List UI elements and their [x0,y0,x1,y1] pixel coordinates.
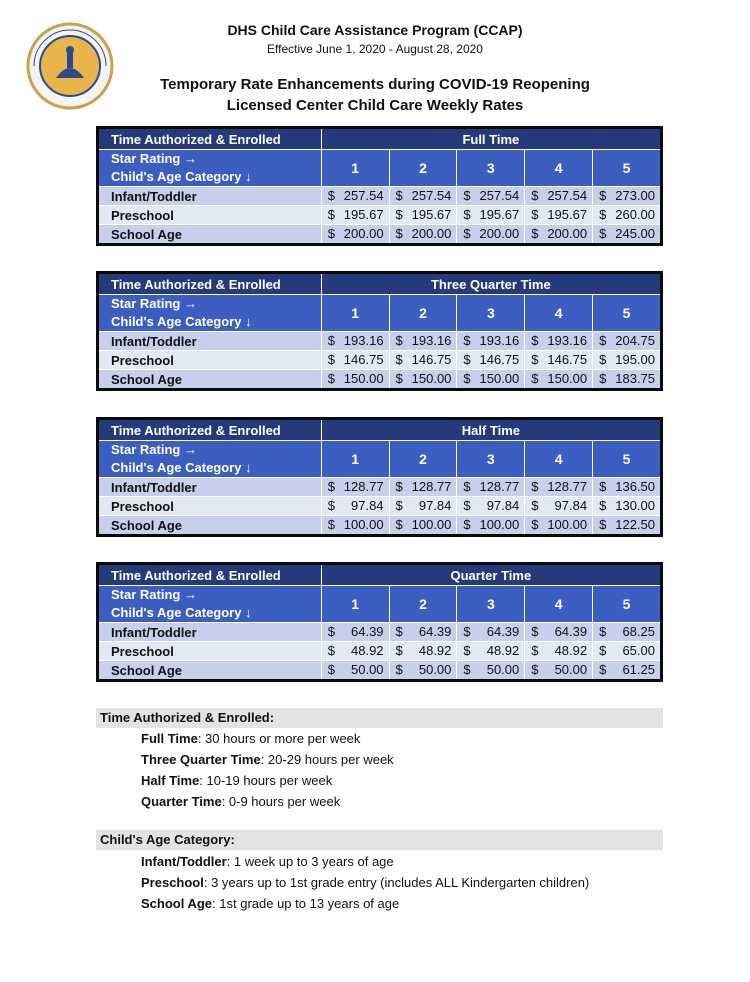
rate-value: 100.00 [479,517,520,532]
age-category-school-age: School Age [98,516,322,536]
rate-cell [457,661,525,681]
star-rating-1: 1 [321,586,389,623]
rate-cell [389,516,457,536]
star-rating-5: 5 [593,150,662,187]
rate-value: 195.67 [479,207,520,222]
currency-symbol: $ [327,188,335,203]
rate-value: 193.16 [343,333,384,348]
currency-symbol: $ [531,479,539,494]
rate-cell [457,623,525,642]
currency-symbol: $ [395,333,403,348]
rate-value: 257.54 [411,188,452,203]
rate-value: 100.00 [547,517,588,532]
rate-value: 64.39 [554,624,588,639]
age-definitions-heading: Child's Age Category: [96,830,663,850]
currency-symbol: $ [531,662,539,677]
currency-symbol: $ [327,333,335,348]
rate-cell [593,623,662,642]
currency-symbol: $ [327,371,335,386]
age-category-school-age: School Age [98,661,322,681]
rate-table-half-time [96,417,663,537]
currency-symbol: $ [531,643,539,658]
rate-cell [457,370,525,390]
rate-value: 183.75 [615,371,655,386]
currency-symbol: $ [327,624,335,639]
rate-cell [321,351,389,370]
star-rating-3: 3 [457,150,525,187]
rate-value: 48.92 [486,643,520,658]
rate-value: 193.16 [411,333,452,348]
star-rating-1: 1 [321,441,389,478]
rate-value: 100.00 [343,517,384,532]
currency-symbol: $ [531,371,539,386]
currency-symbol: $ [463,371,471,386]
star-rating-5: 5 [593,295,662,332]
def-preschool: Preschool: 3 years up to 1st grade entry (includes ALL Kindergarten children) [141,875,590,890]
age-category-infant-toddler: Infant/Toddler [98,623,322,642]
table-row [98,332,662,351]
currency-symbol: $ [599,479,607,494]
star-rating-1: 1 [321,150,389,187]
rate-cell [457,206,525,225]
rate-value: 146.75 [547,352,588,367]
star-rating-3: 3 [457,586,525,623]
currency-symbol: $ [531,207,539,222]
currency-symbol: $ [599,662,607,677]
rate-value: 200.00 [343,226,384,241]
age-category-label: Child's Age Category ↓ [111,460,252,475]
rate-cell [389,332,457,351]
currency-symbol: $ [463,207,471,222]
rate-cell [525,661,593,681]
currency-symbol: $ [327,352,335,367]
table-title: Full Time [321,128,661,150]
star-rating-5: 5 [593,586,662,623]
rate-value: 200.00 [411,226,452,241]
currency-symbol: $ [395,188,403,203]
currency-symbol: $ [463,662,471,677]
currency-symbol: $ [395,479,403,494]
rate-cell [593,206,662,225]
currency-symbol: $ [327,226,335,241]
def-school-age: School Age: 1st grade up to 13 years of age [141,896,400,911]
currency-symbol: $ [327,662,335,677]
table-row [98,187,662,206]
currency-symbol: $ [531,333,539,348]
rate-cell [389,370,457,390]
currency-symbol: $ [395,226,403,241]
age-category-school-age: School Age [98,370,322,390]
rate-value: 65.00 [622,643,655,658]
rate-value: 193.16 [547,333,588,348]
rate-cell [321,187,389,206]
currency-symbol: $ [599,643,607,658]
currency-symbol: $ [531,226,539,241]
currency-symbol: $ [395,517,403,532]
age-category-infant-toddler: Infant/Toddler [98,478,322,497]
rate-value: 64.39 [351,624,384,639]
rate-cell [593,351,662,370]
rate-value: 195.00 [615,352,655,367]
currency-symbol: $ [327,643,335,658]
rate-value: 260.00 [615,207,655,222]
rate-value: 150.00 [479,371,520,386]
rate-value: 97.84 [351,498,384,513]
rate-table-three-quarter-time [96,271,663,391]
star-age-header [98,295,322,332]
currency-symbol: $ [395,371,403,386]
rate-value: 50.00 [418,662,452,677]
currency-symbol: $ [327,207,335,222]
rate-value: 146.75 [411,352,452,367]
table-row [98,478,662,497]
time-authorized-label: Time Authorized & Enrolled [98,564,322,586]
table-title: Three Quarter Time [321,273,661,295]
rate-value: 257.54 [547,188,588,203]
rate-cell [321,370,389,390]
rate-value: 136.50 [615,479,655,494]
table-title: Half Time [321,419,661,441]
currency-symbol: $ [599,517,607,532]
rate-cell [457,351,525,370]
time-definitions-heading: Time Authorized & Enrolled: [96,708,663,728]
age-category-preschool: Preschool [98,351,322,370]
currency-symbol: $ [395,498,403,513]
rate-cell [593,370,662,390]
rate-cell [321,206,389,225]
rate-value: 48.92 [554,643,588,658]
table-title: Quarter Time [321,564,661,586]
rate-value: 128.77 [411,479,452,494]
rate-cell [457,187,525,206]
rate-cell [593,478,662,497]
currency-symbol: $ [463,517,471,532]
currency-symbol: $ [531,624,539,639]
age-category-preschool: Preschool [98,206,322,225]
rate-value: 273.00 [615,188,655,203]
currency-symbol: $ [395,624,403,639]
currency-symbol: $ [599,226,607,241]
table-row [98,642,662,661]
star-rating-2: 2 [389,586,457,623]
rate-cell [321,516,389,536]
star-rating-4: 4 [525,295,593,332]
rate-value: 64.39 [486,624,520,639]
currency-symbol: $ [395,643,403,658]
rate-cell [525,497,593,516]
rate-value: 150.00 [343,371,384,386]
rate-cell [389,623,457,642]
rate-value: 195.67 [343,207,384,222]
rate-value: 193.16 [479,333,520,348]
table-row [98,497,662,516]
currency-symbol: $ [463,188,471,203]
currency-symbol: $ [327,479,335,494]
star-rating-2: 2 [389,150,457,187]
currency-symbol: $ [599,207,607,222]
def-quarter-time: Quarter Time: 0-9 hours per week [141,794,341,809]
rate-cell [389,351,457,370]
rate-value: 50.00 [486,662,520,677]
star-rating-4: 4 [525,441,593,478]
doc-title-line1: Temporary Rate Enhancements during COVID-19 Reopening [160,76,590,93]
currency-symbol: $ [599,624,607,639]
table-row [98,661,662,681]
age-category-infant-toddler: Infant/Toddler [98,332,322,351]
rate-value: 150.00 [411,371,452,386]
star-age-header [98,441,322,478]
rate-value: 50.00 [554,662,588,677]
table-row [98,351,662,370]
rate-cell [457,497,525,516]
rate-value: 64.39 [418,624,452,639]
rate-value: 128.77 [547,479,588,494]
age-category-preschool: Preschool [98,497,322,516]
currency-symbol: $ [463,624,471,639]
table-row [98,623,662,642]
rate-cell [593,187,662,206]
rate-cell [389,225,457,245]
table-row [98,225,662,245]
star-rating-2: 2 [389,441,457,478]
star-rating-label: Star Rating → [111,442,197,457]
rate-cell [525,206,593,225]
currency-symbol: $ [327,517,335,532]
time-authorized-label: Time Authorized & Enrolled [98,128,322,150]
rate-value: 195.67 [547,207,588,222]
currency-symbol: $ [463,333,471,348]
rate-cell [389,497,457,516]
rate-value: 200.00 [479,226,520,241]
star-rating-label: Star Rating → [111,296,197,311]
star-rating-3: 3 [457,441,525,478]
currency-symbol: $ [463,498,471,513]
rate-cell [525,370,593,390]
rate-cell [321,623,389,642]
rate-cell [321,225,389,245]
rate-cell [593,332,662,351]
age-category-label: Child's Age Category ↓ [111,605,252,620]
rate-value: 48.92 [351,643,384,658]
rate-cell [457,478,525,497]
rate-cell [525,516,593,536]
rate-cell [525,642,593,661]
star-rating-5: 5 [593,441,662,478]
star-rating-2: 2 [389,295,457,332]
rate-cell [525,351,593,370]
rate-value: 146.75 [343,352,384,367]
table-row [98,516,662,536]
star-rating-3: 3 [457,295,525,332]
rate-value: 97.84 [486,498,520,513]
rate-cell [525,332,593,351]
rate-cell [321,478,389,497]
effective-dates: Effective June 1, 2020 - August 28, 2020 [267,42,483,56]
currency-symbol: $ [599,188,607,203]
rate-cell [321,332,389,351]
age-category-infant-toddler: Infant/Toddler [98,187,322,206]
rate-value: 150.00 [547,371,588,386]
currency-symbol: $ [327,498,335,513]
rate-value: 204.75 [615,333,655,348]
rate-value: 100.00 [411,517,452,532]
age-category-school-age: School Age [98,225,322,245]
currency-symbol: $ [395,207,403,222]
star-age-header [98,586,322,623]
currency-symbol: $ [531,188,539,203]
rate-cell [525,187,593,206]
rate-cell [321,661,389,681]
rate-value: 68.25 [622,624,655,639]
currency-symbol: $ [531,352,539,367]
currency-symbol: $ [463,479,471,494]
rate-value: 146.75 [479,352,520,367]
rate-cell [525,478,593,497]
star-rating-4: 4 [525,586,593,623]
rate-cell [321,497,389,516]
star-rating-1: 1 [321,295,389,332]
star-rating-label: Star Rating → [111,151,197,166]
currency-symbol: $ [531,498,539,513]
rate-cell [593,661,662,681]
rate-value: 128.77 [479,479,520,494]
currency-symbol: $ [463,352,471,367]
currency-symbol: $ [463,226,471,241]
rate-cell [457,332,525,351]
currency-symbol: $ [395,662,403,677]
program-title: DHS Child Care Assistance Program (CCAP) [227,22,523,38]
table-row [98,370,662,390]
rate-value: 97.84 [554,498,588,513]
rate-value: 257.54 [479,188,520,203]
rate-cell [593,225,662,245]
rate-value: 128.77 [343,479,384,494]
rate-value: 48.92 [418,643,452,658]
currency-symbol: $ [599,333,607,348]
rate-cell [525,623,593,642]
rate-value: 122.50 [615,517,655,532]
rate-cell [321,642,389,661]
rate-table-full-time [96,126,663,246]
star-rating-label: Star Rating → [111,587,197,602]
rate-table-quarter-time [96,562,663,682]
def-full-time: Full Time: 30 hours or more per week [141,731,361,746]
rate-cell [457,516,525,536]
rate-cell [389,661,457,681]
rate-cell [389,642,457,661]
doc-title-line2: Licensed Center Child Care Weekly Rates [226,97,524,114]
age-category-preschool: Preschool [98,642,322,661]
age-category-label: Child's Age Category ↓ [111,169,252,184]
rate-value: 195.67 [411,207,452,222]
table-row [98,206,662,225]
star-age-header [98,150,322,187]
rate-cell [457,642,525,661]
rate-value: 257.54 [343,188,384,203]
rate-cell [593,642,662,661]
age-category-label: Child's Age Category ↓ [111,314,252,329]
rate-cell [525,225,593,245]
rate-cell [389,206,457,225]
rate-value: 61.25 [622,662,655,677]
rate-value: 50.00 [351,662,384,677]
rate-value: 130.00 [615,498,655,513]
currency-symbol: $ [599,371,607,386]
rate-value: 97.84 [418,498,452,513]
time-authorized-label: Time Authorized & Enrolled [98,273,322,295]
rate-value: 245.00 [615,226,655,241]
currency-symbol: $ [599,352,607,367]
rate-cell [389,187,457,206]
currency-symbol: $ [599,498,607,513]
rate-cell [389,478,457,497]
rate-cell [593,516,662,536]
rate-value: 200.00 [547,226,588,241]
currency-symbol: $ [531,517,539,532]
time-authorized-label: Time Authorized & Enrolled [98,419,322,441]
currency-symbol: $ [395,352,403,367]
rate-cell [593,497,662,516]
currency-symbol: $ [463,643,471,658]
def-half-time: Half Time: 10-19 hours per week [141,773,333,788]
star-rating-4: 4 [525,150,593,187]
def-infant-toddler: Infant/Toddler: 1 week up to 3 years of age [141,854,394,869]
def-three-quarter-time: Three Quarter Time: 20-29 hours per week [141,752,394,767]
rate-cell [457,225,525,245]
